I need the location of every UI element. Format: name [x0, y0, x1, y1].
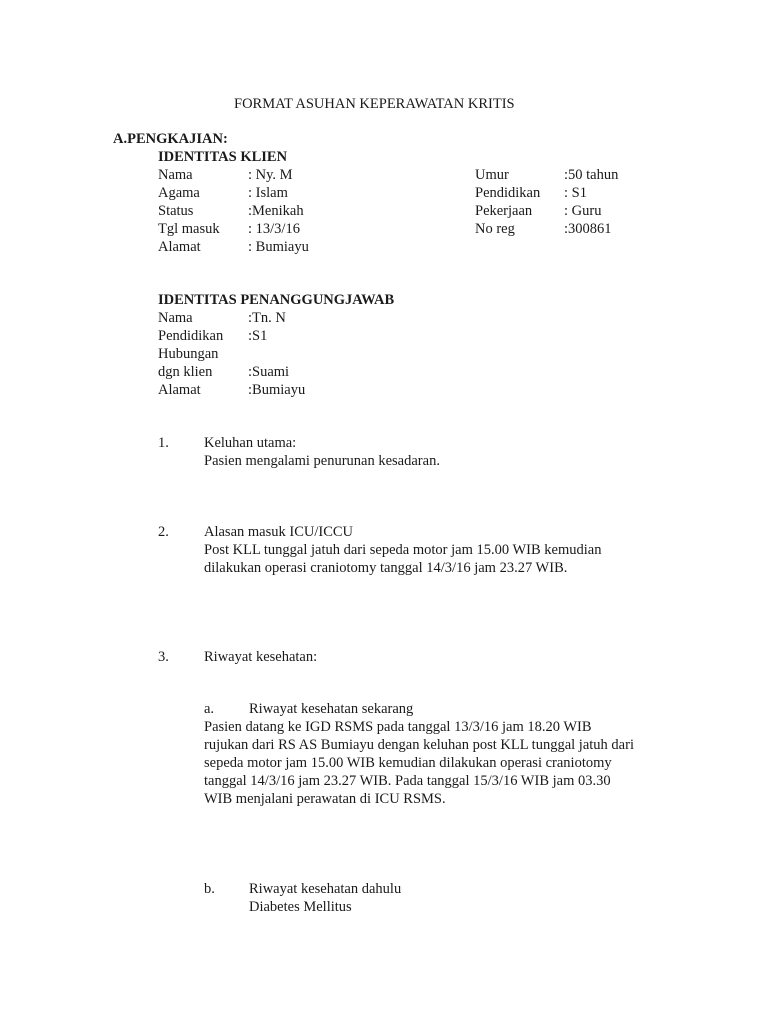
- klien-value-no-reg: :300861: [564, 221, 612, 237]
- identitas-klien-heading: IDENTITAS KLIEN: [158, 149, 288, 165]
- sub-text-line: tanggal 14/3/16 jam 23.27 WIB. Pada tanggal 15/3/16 WIB jam 03.30: [204, 773, 611, 789]
- sub-letter-a: a.: [204, 701, 215, 717]
- pj-label-alamat: Alamat: [158, 382, 201, 398]
- klien-label-tgl-masuk: Tgl masuk: [158, 221, 220, 237]
- item-number: 2.: [158, 524, 169, 540]
- pj-label-pendidikan: Pendidikan: [158, 328, 224, 344]
- klien-value-pekerjaan: : Guru: [564, 203, 602, 219]
- klien-label-umur: Umur: [475, 167, 509, 183]
- klien-value-alamat: : Bumiayu: [248, 239, 309, 255]
- klien-value-pendidikan: : S1: [564, 185, 587, 201]
- pj-label-dgn-klien: dgn klien: [158, 364, 213, 380]
- item-number: 3.: [158, 649, 169, 665]
- klien-label-no-reg: No reg: [475, 221, 515, 237]
- sub-title-sekarang: Riwayat kesehatan sekarang: [249, 701, 414, 717]
- sub-text-line: rujukan dari RS AS Bumiayu dengan keluhan post KLL tunggal jatuh dari: [204, 737, 634, 753]
- klien-value-tgl-masuk: : 13/3/16: [248, 221, 300, 237]
- sub-text-line: WIB menjalani perawatan di ICU RSMS.: [204, 791, 446, 807]
- sub-letter-b: b.: [204, 881, 215, 897]
- pj-value-dgn-klien: :Suami: [248, 364, 290, 380]
- pj-value-pendidikan: :S1: [248, 328, 268, 344]
- item-number: 1.: [158, 435, 169, 451]
- item-text-line: Post KLL tunggal jatuh dari sepeda motor jam 15.00 WIB kemudian: [204, 542, 602, 558]
- klien-label-agama: Agama: [158, 185, 200, 201]
- klien-label-nama: Nama: [158, 167, 193, 183]
- item-text-line: dilakukan operasi craniotomy tanggal 14/3/16 jam 23.27 WIB.: [204, 560, 568, 576]
- klien-label-alamat: Alamat: [158, 239, 201, 255]
- klien-value-nama: : Ny. M: [248, 167, 293, 183]
- sub-text-line: sepeda motor jam 15.00 WIB kemudian dilakukan operasi craniotomy: [204, 755, 612, 771]
- pj-label-nama: Nama: [158, 310, 193, 326]
- sub-text-line: Diabetes Mellitus: [249, 899, 352, 915]
- klien-label-status: Status: [158, 203, 194, 219]
- pj-label-hubungan: Hubungan: [158, 346, 219, 362]
- section-a-heading: A.PENGKAJIAN:: [113, 131, 228, 147]
- identitas-pj-heading: IDENTITAS PENANGGUNGJAWAB: [158, 292, 395, 308]
- sub-text-line: Pasien datang ke IGD RSMS pada tanggal 13/3/16 jam 18.20 WIB: [204, 719, 592, 735]
- klien-value-agama: : Islam: [248, 185, 288, 201]
- item-title-alasan: Alasan masuk ICU/ICCU: [204, 524, 354, 540]
- document-title: FORMAT ASUHAN KEPERAWATAN KRITIS: [234, 96, 515, 112]
- klien-label-pendidikan: Pendidikan: [475, 185, 541, 201]
- klien-value-status: :Menikah: [248, 203, 304, 219]
- pj-value-nama: :Tn. N: [248, 310, 286, 326]
- item-text-line: Pasien mengalami penurunan kesadaran.: [204, 453, 440, 469]
- item-title-keluhan: Keluhan utama:: [204, 435, 297, 451]
- item-title-riwayat: Riwayat kesehatan:: [204, 649, 318, 665]
- pj-value-alamat: :Bumiayu: [248, 382, 306, 398]
- klien-value-umur: :50 tahun: [564, 167, 619, 183]
- sub-title-dahulu: Riwayat kesehatan dahulu: [249, 881, 402, 897]
- klien-label-pekerjaan: Pekerjaan: [475, 203, 533, 219]
